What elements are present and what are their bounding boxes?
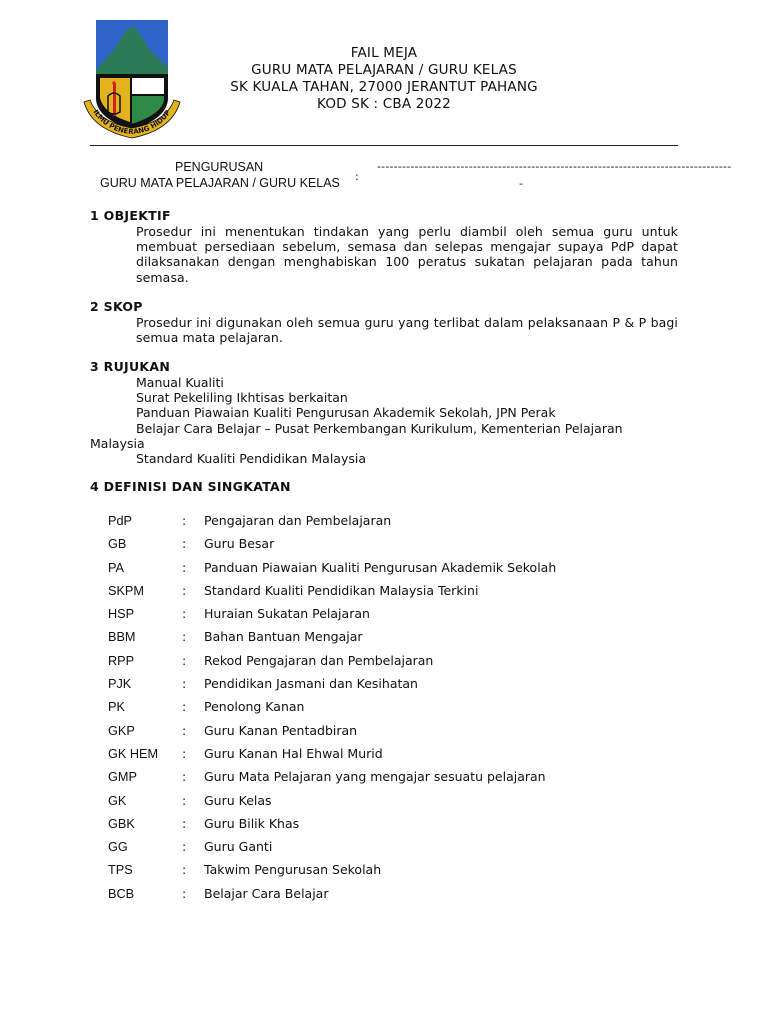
definition-abbreviation: HSP [108,607,135,622]
definition-text: Bahan Bantuan Mengajar [204,629,363,645]
definition-text: Guru Kanan Hal Ehwal Murid [204,745,383,761]
definition-abbreviation: BBM [108,630,136,645]
management-colon: : [355,170,359,183]
definition-row [108,698,668,721]
definition-abbreviation: GB [108,537,127,552]
definition-text: Penolong Kanan [204,699,305,715]
definition-colon: : [182,559,187,575]
definition-abbreviation: GBK [108,816,135,831]
reference-item-continuation: Malaysia [90,435,145,451]
definition-text: Belajar Cara Belajar [204,885,329,901]
definition-colon: : [182,536,187,552]
definition-row [108,582,668,605]
definition-colon: : [182,792,187,808]
definition-abbreviation: BCB [108,886,135,901]
definition-colon: : [182,676,187,692]
definition-row [108,838,668,861]
definition-abbreviation: PdP [108,514,132,528]
definition-colon: : [182,862,187,878]
section-definisi [90,479,678,495]
definition-row [108,559,668,582]
definition-row [108,885,668,908]
definitions-list [108,512,668,908]
definition-row [108,792,668,815]
definition-text: Huraian Sukatan Pelajaran [204,606,370,622]
section-paragraph: Prosedur ini menentukan tindakan yang perlu diambil oleh semua guru untuk membuat persediaan sebelum, semasa dan selepas mengajar supaya PdP dapat dilaksanakan dengan menghabiskan 100 peratus sukatan pelajaran pada tahun semasa. [136,224,678,285]
definition-colon: : [182,629,187,645]
definition-abbreviation: RPP [108,653,135,668]
definition-row [108,652,668,675]
definition-colon: : [182,652,187,668]
definition-text: Pengajaran dan Pembelajaran [204,513,392,528]
definition-colon: : [182,582,187,598]
definition-abbreviation: PK [108,700,125,715]
crest-torch [113,84,116,116]
definition-text: Takwim Pengurusan Sekolah [204,862,382,878]
section-rujukan [90,359,678,466]
section-heading: 1 OBJEKTIF [90,208,171,223]
section-objektif [90,208,678,285]
definition-row [108,815,668,838]
crest-motto: ILMU PENERANG HIDUP [91,108,173,137]
definition-colon: : [182,606,187,622]
definition-row [108,535,668,558]
definition-row [108,675,668,698]
reference-item: Panduan Piawaian Kualiti Pengurusan Akademik Sekolah, JPN Perak [136,405,556,421]
definition-colon: : [182,839,187,855]
definition-abbreviation: GK HEM [108,746,159,761]
definition-row [108,768,668,791]
header-divider [90,145,678,146]
definition-colon: : [182,513,187,528]
definition-abbreviation: SKPM [108,583,144,598]
section-heading: 2 SKOP [90,299,143,314]
definition-text: Guru Bilik Khas [204,815,300,831]
definition-text: Guru Kanan Pentadbiran [204,722,358,738]
definition-colon: : [182,769,187,785]
definition-row [108,512,668,535]
section-skop [90,299,678,345]
section-heading: 4 DEFINISI DAN SINGKATAN [90,479,291,494]
definition-text: Guru Besar [204,536,275,552]
definition-text: Guru Kelas [204,792,272,808]
definition-abbreviation: GG [108,840,128,855]
header-code: KOD SK : CBA 2022 [317,96,451,112]
header-school: SK KUALA TAHAN, 27000 JERANTUT PAHANG [230,79,538,95]
reference-item: Standard Kualiti Pendidikan Malaysia [136,451,367,467]
definition-colon: : [182,885,187,901]
definition-colon: : [182,745,187,761]
management-blank-dash: - [519,177,523,190]
definition-colon: : [182,699,187,715]
definition-row [108,745,668,768]
definition-row [108,628,668,651]
definition-abbreviation: PJK [108,677,132,692]
definition-text: Standard Kualiti Pendidikan Malaysia Terkini [204,582,479,598]
definition-abbreviation: GKP [108,723,135,738]
definition-abbreviation: GK [108,793,127,808]
management-blank-line: ------------------------------------------------------------------------------------- [377,160,732,173]
reference-item: Manual Kualiti [136,375,224,390]
school-crest-logo [82,18,182,142]
definition-abbreviation: PA [108,560,124,575]
definition-row [108,605,668,628]
section-paragraph: Prosedur ini digunakan oleh semua guru yang terlibat dalam pelaksanaan P & P bagi semua mata pelajaran. [136,315,678,346]
management-label: PENGURUSAN [175,160,264,174]
definition-row [108,861,668,884]
section-heading: 3 RUJUKAN [90,359,171,374]
reference-item: Belajar Cara Belajar – Pusat Perkembangan Kurikulum, Kementerian Pelajaran [136,420,623,436]
header-subtitle: GURU MATA PELAJARAN / GURU KELAS [251,62,517,78]
definition-abbreviation: GMP [108,770,137,785]
definition-colon: : [182,815,187,831]
reference-item: Surat Pekeliling Ikhtisas berkaitan [136,390,348,406]
definition-row [108,722,668,745]
definition-text: Guru Ganti [204,839,273,855]
document-header [190,45,578,113]
definition-text: Guru Mata Pelajaran yang mengajar sesuatu pelajaran [204,769,546,785]
definition-text: Pendidikan Jasmani dan Kesihatan [204,676,418,692]
header-title: FAIL MEJA [350,45,418,61]
definition-colon: : [182,722,187,738]
definition-text: Rekod Pengajaran dan Pembelajaran [204,652,434,668]
management-role-label: GURU MATA PELAJARAN / GURU KELAS [100,176,340,190]
definition-abbreviation: TPS [108,863,133,878]
definition-text: Panduan Piawaian Kualiti Pengurusan Akademik Sekolah [204,559,557,575]
